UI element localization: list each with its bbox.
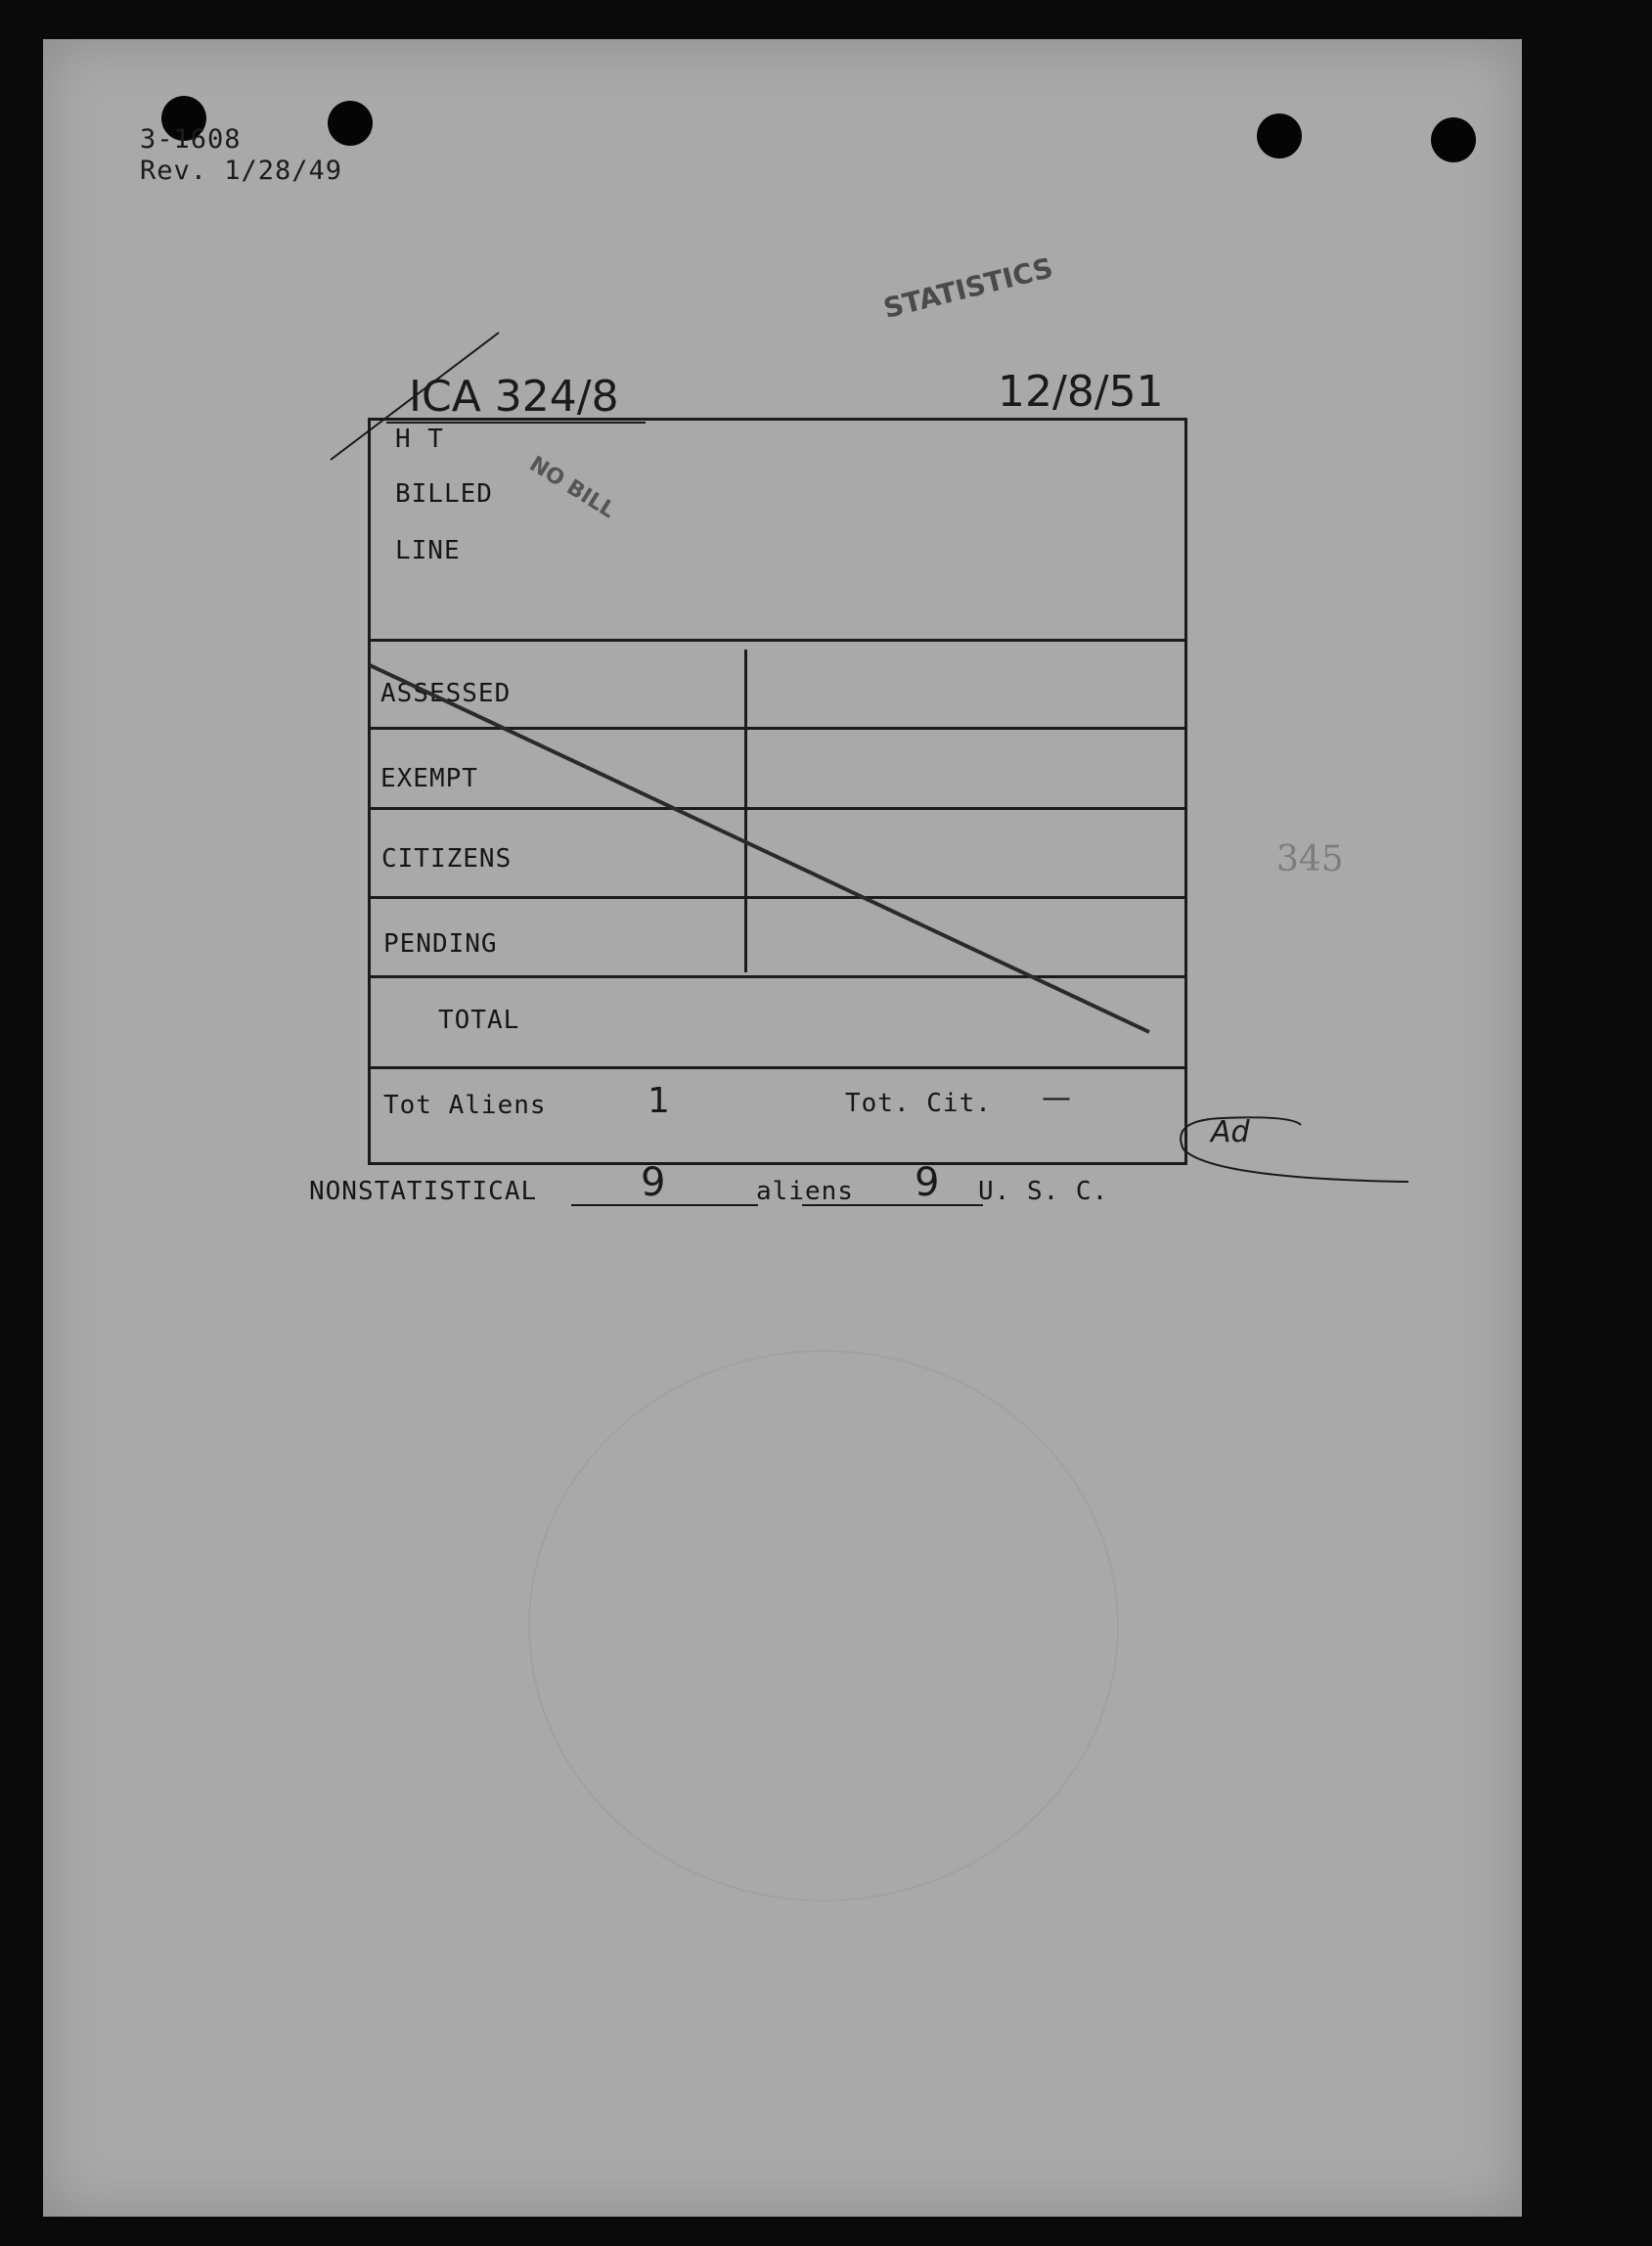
tot-cit-label: Tot. Cit. [845,1089,992,1118]
initials-mark: Ad [1211,1115,1250,1149]
form-number: 3-1608 [140,124,242,155]
aliens-label: aliens [756,1177,854,1206]
nonstatistical-aliens-count: 9 [641,1160,666,1205]
header-label-ht: H T [395,425,444,454]
form-revision: Rev. 1/28/49 [140,156,343,186]
statistics-stamp: STATISTICS [880,251,1056,326]
file-ref-strike [331,333,499,460]
row-label-assessed: ASSESSED [380,679,512,708]
file-reference: ICA 324/8 [409,372,619,422]
diagonal-cancel-line [370,665,1149,1032]
header-label-billed: BILLED [395,479,493,509]
nonstatistical-label: NONSTATISTICAL [309,1177,538,1206]
tot-aliens-label: Tot Aliens [383,1091,547,1120]
total-label: TOTAL [438,1006,520,1035]
initials-loop [1181,1117,1408,1182]
usc-label: U. S. C. [978,1177,1109,1206]
page-number-stamp: 345 [1276,839,1344,879]
row-label-exempt: EXEMPT [380,764,478,793]
no-bill-stamp: NO BILL [524,452,619,524]
tot-cit-value: — [1042,1081,1071,1115]
row-label-citizens: CITIZENS [381,844,513,874]
handwritten-date: 12/8/51 [998,367,1164,417]
row-label-pending: PENDING [383,929,498,959]
nonstatistical-usc-count: 9 [915,1160,940,1205]
tot-aliens-value: 1 [647,1081,670,1121]
header-label-line: LINE [395,536,461,565]
